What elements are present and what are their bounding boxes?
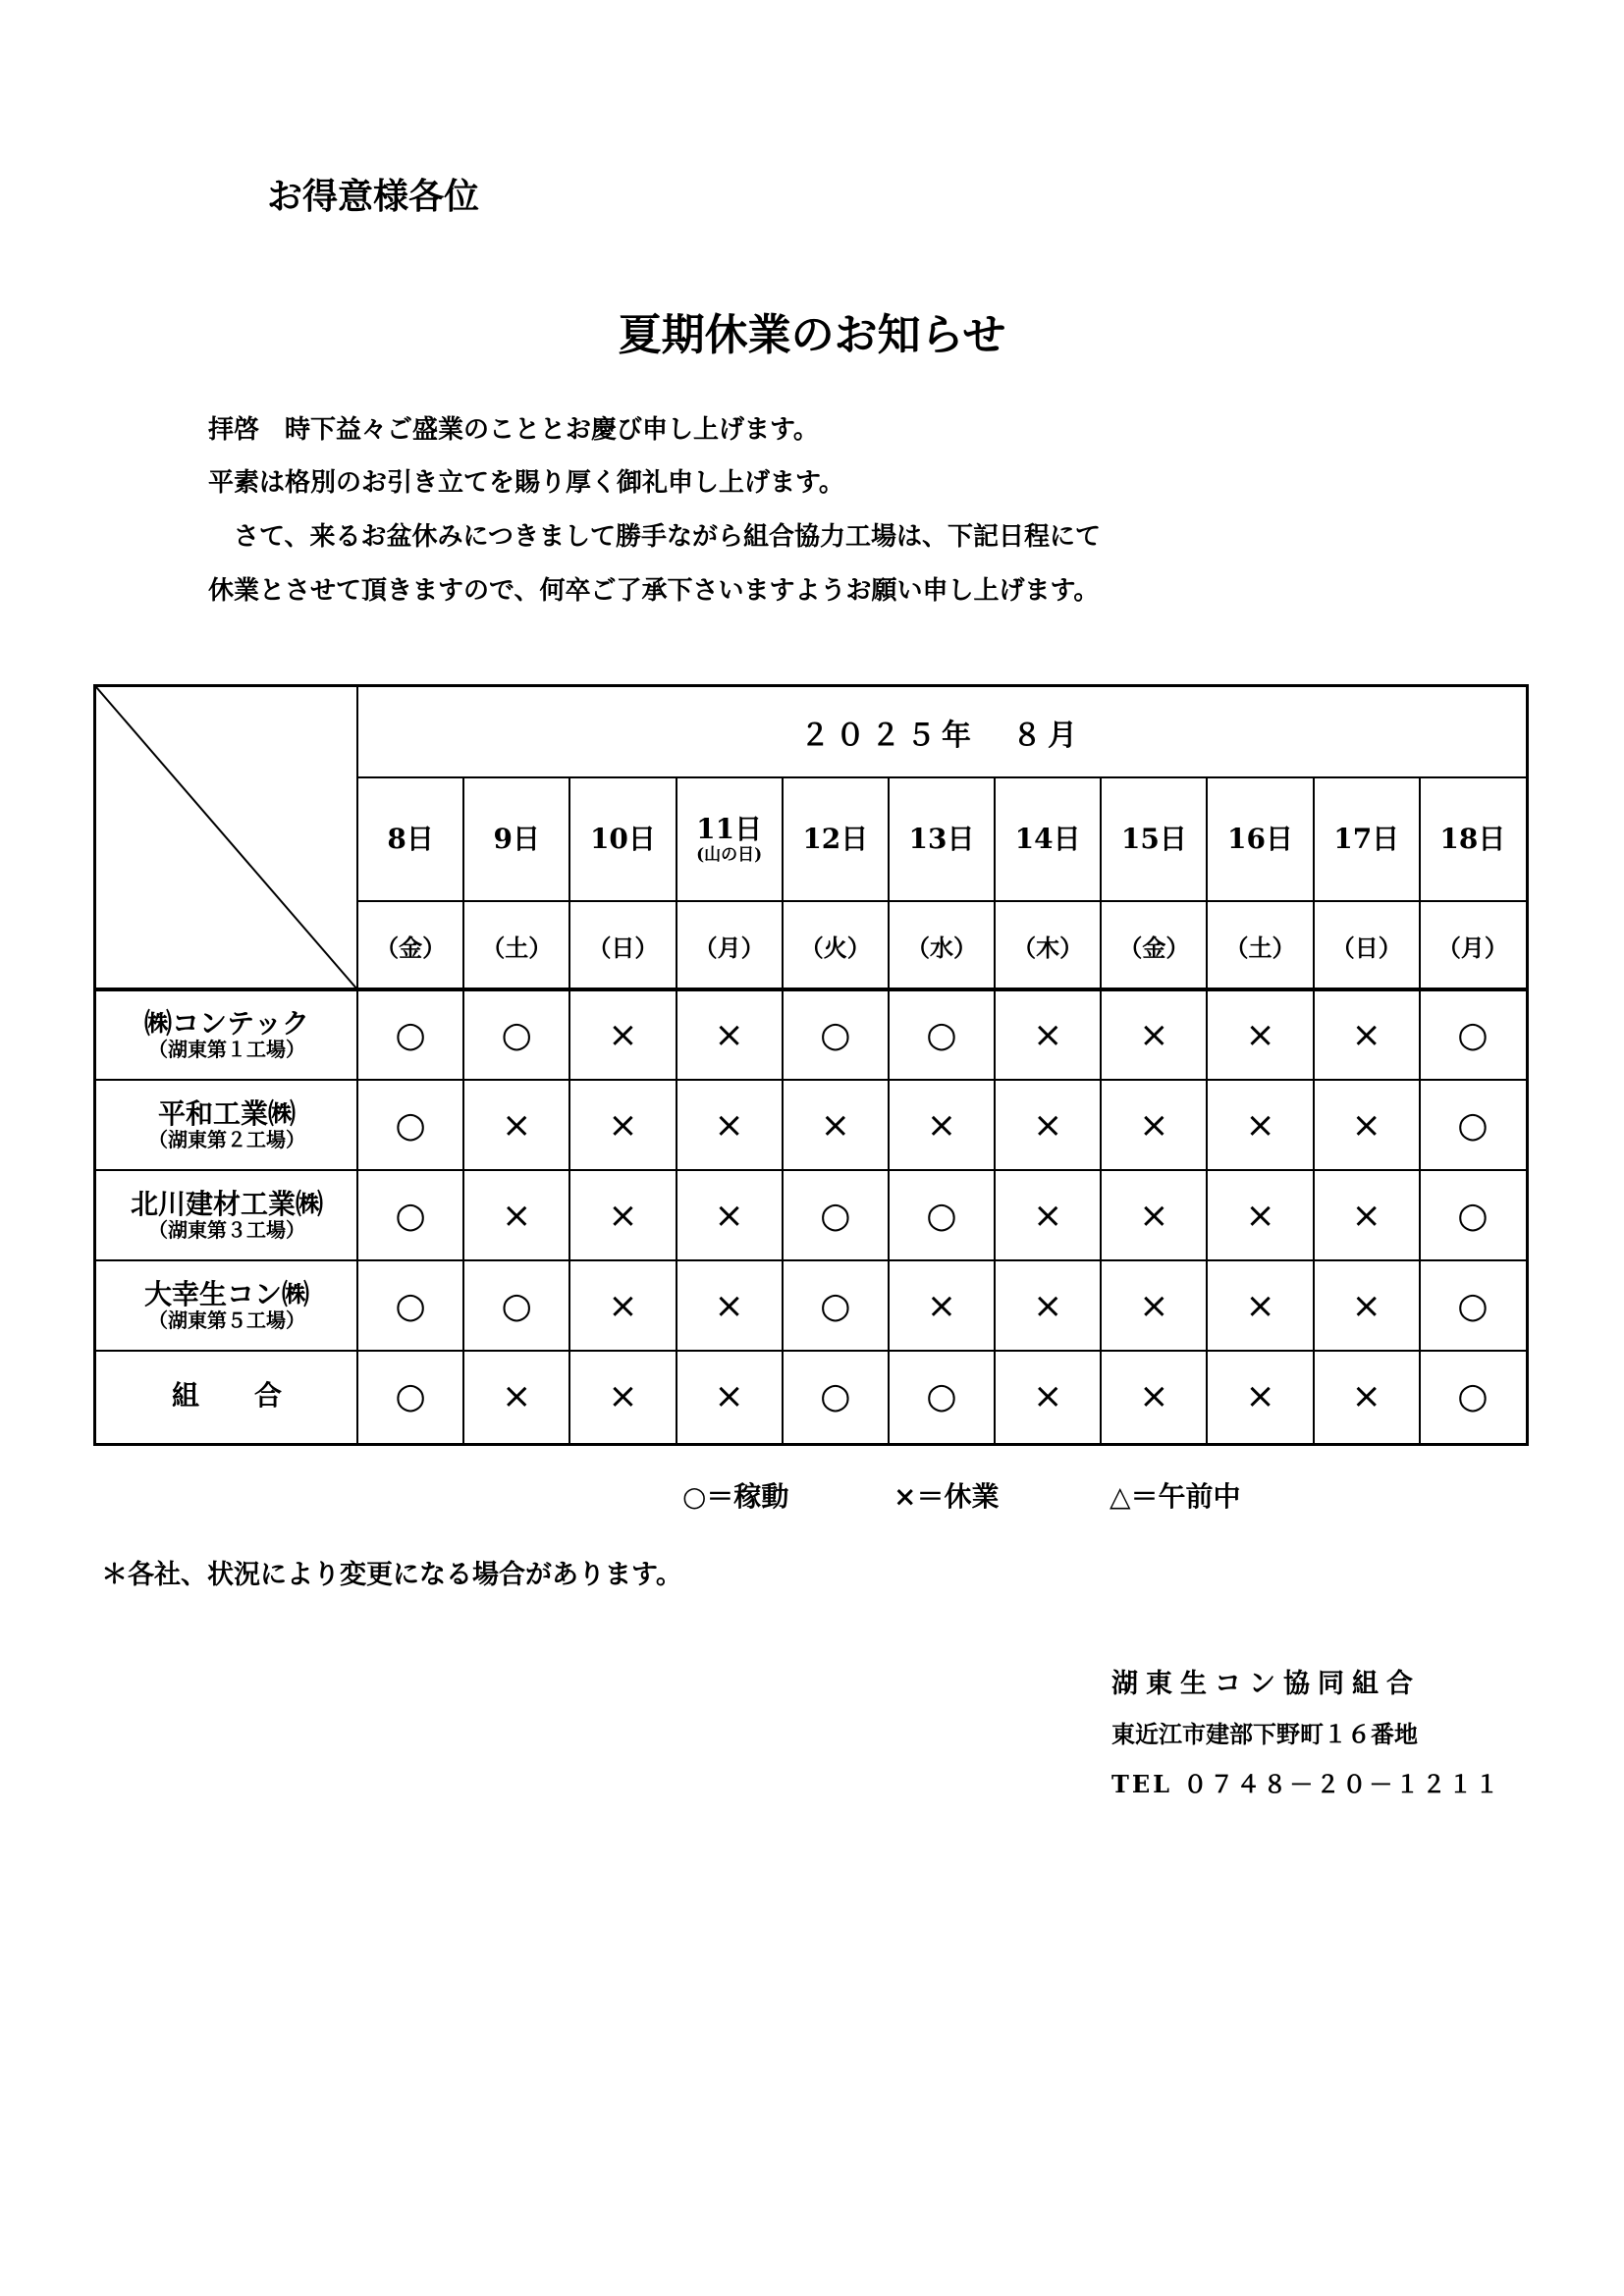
weekday-label: （日）	[587, 933, 659, 962]
date-header	[783, 777, 889, 901]
weekday-header	[1420, 901, 1526, 989]
factory-name-cell	[96, 989, 357, 1080]
factory-name-cell	[96, 1260, 357, 1351]
date-label: 10日	[589, 823, 656, 855]
status-mark: ○	[926, 1195, 957, 1236]
status-mark: ×	[1351, 1375, 1381, 1416]
status-mark: ○	[1457, 1014, 1489, 1055]
org-tel: TEL ０７４８－２０－１２１１	[1111, 1770, 1502, 1798]
status-mark: ×	[502, 1375, 532, 1416]
date-header	[1101, 777, 1207, 901]
factory-name: 北川建材工業㈱	[130, 1188, 323, 1221]
weekday-header	[889, 901, 995, 989]
status-mark: ×	[1245, 1285, 1275, 1326]
status-mark: ○	[395, 1375, 426, 1416]
status-mark: ×	[608, 1014, 638, 1055]
status-mark: ×	[1245, 1195, 1275, 1236]
org-address: 東近江市建部下野町１６番地	[1111, 1720, 1418, 1748]
weekday-header	[1207, 901, 1313, 989]
date-header	[889, 777, 995, 901]
date-label: 16日	[1227, 823, 1294, 855]
date-label: 8日	[387, 823, 434, 855]
body-line-4: 休業とさせて頂きますので、何卒ご了承下さいますようお願い申し上げます。	[208, 576, 1100, 606]
status-mark: ○	[395, 1285, 426, 1326]
weekday-header	[1101, 901, 1207, 989]
factory-name: 大幸生コン㈱	[143, 1278, 309, 1311]
weekday-label: （火）	[799, 933, 871, 962]
status-mark: ○	[1457, 1375, 1489, 1416]
page-title: 夏期休業のお知らせ	[618, 310, 1006, 360]
change-note: ＊各社、状況により変更になる場合があります。	[101, 1560, 682, 1590]
status-mark: ×	[1139, 1104, 1169, 1146]
schedule-table	[93, 684, 1529, 1446]
factory-name-cell	[96, 1080, 357, 1170]
status-mark: ×	[502, 1195, 532, 1236]
weekday-header	[463, 901, 569, 989]
date-header	[463, 777, 569, 901]
status-mark: ×	[502, 1104, 532, 1146]
status-mark: ×	[1033, 1285, 1063, 1326]
status-mark: ○	[1457, 1285, 1489, 1326]
weekday-header	[783, 901, 889, 989]
corner-diagonal	[96, 687, 357, 989]
status-mark: ×	[1245, 1375, 1275, 1416]
factory-name: 平和工業㈱	[157, 1097, 296, 1131]
status-mark: ○	[395, 1014, 426, 1055]
weekday-header	[357, 901, 463, 989]
factory-name: 組 合	[171, 1379, 282, 1413]
status-mark: ×	[608, 1375, 638, 1416]
weekday-label: （金）	[1118, 933, 1190, 962]
status-mark: ×	[714, 1104, 744, 1146]
status-mark: ○	[395, 1195, 426, 1236]
recipient: お得意様各位	[267, 176, 480, 217]
status-mark: ×	[714, 1375, 744, 1416]
factory-name: ㈱コンテック	[143, 1007, 309, 1041]
status-mark: ×	[714, 1285, 744, 1326]
body-line-1: 拝啓 時下益々ご盛業のこととお慶び申し上げます。	[208, 415, 819, 445]
status-mark: ○	[395, 1104, 426, 1146]
weekday-label: （月）	[1436, 933, 1508, 962]
date-label: 15日	[1120, 823, 1187, 855]
factory-sub: （湖東第１工場）	[148, 1038, 305, 1062]
status-mark: ×	[926, 1285, 957, 1326]
status-mark: ×	[1139, 1375, 1169, 1416]
legend-closed: ×＝休業	[893, 1480, 1000, 1513]
status-mark: ×	[1139, 1014, 1169, 1055]
status-mark: ○	[501, 1014, 532, 1055]
date-header	[569, 777, 676, 901]
status-mark: ○	[501, 1285, 532, 1326]
status-mark: ×	[608, 1104, 638, 1146]
status-mark: ×	[1139, 1195, 1169, 1236]
weekday-label: （金）	[375, 933, 447, 962]
status-mark: ○	[926, 1375, 957, 1416]
status-mark: ×	[1245, 1014, 1275, 1055]
status-mark: ×	[1033, 1195, 1063, 1236]
status-mark: ×	[714, 1014, 744, 1055]
status-mark: ○	[1457, 1104, 1489, 1146]
org-name: 湖東生コン協同組合	[1111, 1669, 1421, 1699]
factory-sub: （湖東第３工場）	[148, 1218, 305, 1243]
status-mark: ×	[714, 1195, 744, 1236]
status-mark: ×	[1351, 1285, 1381, 1326]
weekday-label: （土）	[481, 933, 553, 962]
status-mark: ×	[820, 1104, 850, 1146]
status-mark: ×	[608, 1195, 638, 1236]
date-label: 13日	[908, 823, 975, 855]
date-label: 14日	[1014, 823, 1081, 855]
status-mark: ×	[1351, 1014, 1381, 1055]
factory-sub: （湖東第５工場）	[148, 1308, 305, 1333]
legend-operating: ○＝稼動	[682, 1480, 789, 1513]
status-mark: ×	[1351, 1104, 1381, 1146]
weekday-label: （木）	[1012, 933, 1084, 962]
status-mark: ×	[1351, 1195, 1381, 1236]
holiday-note: (山の日)	[696, 844, 763, 865]
date-label: 12日	[802, 823, 869, 855]
status-mark: ×	[608, 1285, 638, 1326]
weekday-label: （水）	[905, 933, 977, 962]
status-mark: ○	[820, 1195, 851, 1236]
weekday-header	[569, 901, 676, 989]
weekday-header	[677, 901, 783, 989]
date-label: 17日	[1333, 823, 1400, 855]
date-header	[1207, 777, 1313, 901]
weekday-label: （月）	[693, 933, 765, 962]
date-header	[1420, 777, 1526, 901]
factory-name-cell	[96, 1351, 357, 1441]
month-title: ２０２５年 ８月	[800, 719, 1083, 753]
body-line-3: さて、来るお盆休みにつきまして勝手ながら組合協力工場は、下記日程にて	[208, 522, 1101, 552]
date-label: 9日	[493, 823, 540, 855]
status-mark: ○	[926, 1014, 957, 1055]
legend-morning: △＝午前中	[1110, 1480, 1241, 1513]
weekday-header	[1314, 901, 1420, 989]
weekday-label: （日）	[1330, 933, 1402, 962]
status-mark: ○	[1457, 1195, 1489, 1236]
status-mark: ×	[1033, 1375, 1063, 1416]
date-header	[1314, 777, 1420, 901]
status-mark: ○	[820, 1285, 851, 1326]
status-mark: ×	[1139, 1285, 1169, 1326]
status-mark: ○	[820, 1375, 851, 1416]
body-line-2: 平素は格別のお引き立てを賜り厚く御礼申し上げます。	[208, 468, 844, 498]
status-mark: ×	[1245, 1104, 1275, 1146]
date-label: 18日	[1439, 823, 1506, 855]
weekday-header	[995, 901, 1101, 989]
factory-sub: （湖東第２工場）	[148, 1128, 305, 1152]
date-header	[677, 777, 783, 901]
status-mark: ×	[1033, 1014, 1063, 1055]
factory-name-cell	[96, 1170, 357, 1260]
date-header	[995, 777, 1101, 901]
status-mark: ○	[820, 1014, 851, 1055]
date-label: 11日	[696, 812, 763, 845]
date-header	[357, 777, 463, 901]
weekday-label: （土）	[1224, 933, 1296, 962]
status-mark: ×	[1033, 1104, 1063, 1146]
status-mark: ×	[926, 1104, 957, 1146]
